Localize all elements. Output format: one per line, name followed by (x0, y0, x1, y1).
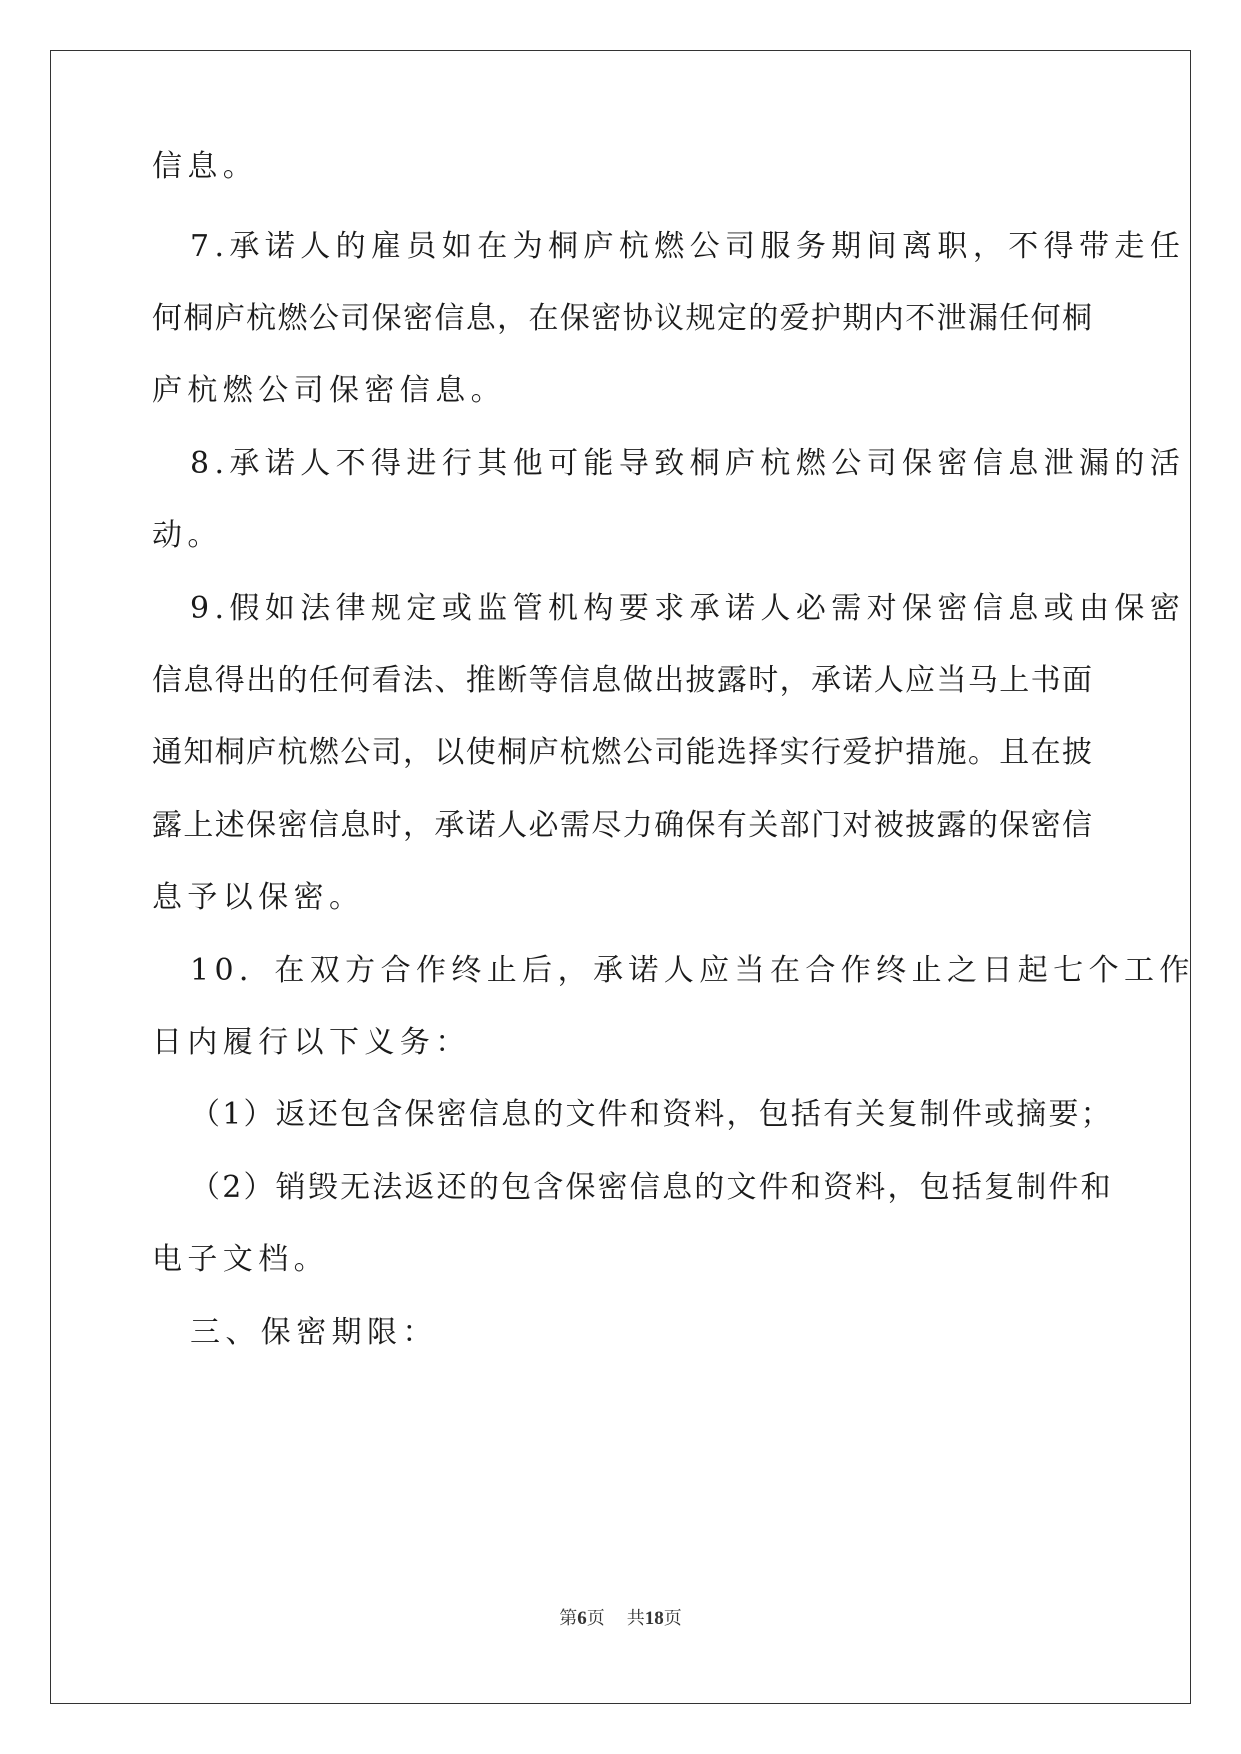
text-line-12: 10．在双方合作终止后，承诺人应当在合作终止之日起七个工作 (190, 953, 1195, 988)
text-line-3: 何桐庐杭燃公司保密信息，在保密协议规定的爱护期内不泄漏任何桐 (152, 301, 1092, 336)
text-line-6: 动。 (152, 518, 223, 553)
total-label-prefix: 共 (626, 1608, 645, 1629)
page-label-prefix: 第 (559, 1608, 578, 1629)
text-line-7: 9.假如法律规定或监管机构要求承诺人必需对保密信息或由保密 (190, 591, 1186, 626)
text-line-14: （1）返还包含保密信息的文件和资料，包括有关复制件或摘要； (190, 1097, 1113, 1132)
page-label-suffix: 页 (586, 1608, 605, 1629)
text-line-13: 日内履行以下义务： (152, 1025, 471, 1060)
text-line-4: 庐杭燃公司保密信息。 (152, 373, 506, 408)
text-line-8: 信息得出的任何看法、推断等信息做出披露时，承诺人应当马上书面 (152, 663, 1092, 698)
text-line-15: （2）销毁无法返还的包含保密信息的文件和资料，包括复制件和 (190, 1170, 1113, 1205)
text-line-5: 8.承诺人不得进行其他可能导致桐庐杭燃公司保密信息泄漏的活 (190, 446, 1186, 481)
page-footer (0, 1607, 1241, 1631)
total-pages: 18 (644, 1608, 664, 1629)
text-line-16: 电子文档。 (152, 1242, 329, 1277)
total-label-suffix: 页 (663, 1608, 682, 1629)
text-line-17: 三、保密期限： (190, 1315, 438, 1350)
text-line-10: 露上述保密信息时，承诺人必需尽力确保有关部门对被披露的保密信 (152, 808, 1092, 843)
text-line-1: 信息。 (152, 149, 259, 184)
page-number: 6 (577, 1608, 587, 1629)
text-line-9: 通知桐庐杭燃公司，以使桐庐杭燃公司能选择实行爱护措施。且在披 (152, 735, 1092, 770)
text-line-11: 息予以保密。 (152, 880, 365, 915)
text-line-2: 7.承诺人的雇员如在为桐庐杭燃公司服务期间离职，不得带走任 (190, 229, 1186, 264)
